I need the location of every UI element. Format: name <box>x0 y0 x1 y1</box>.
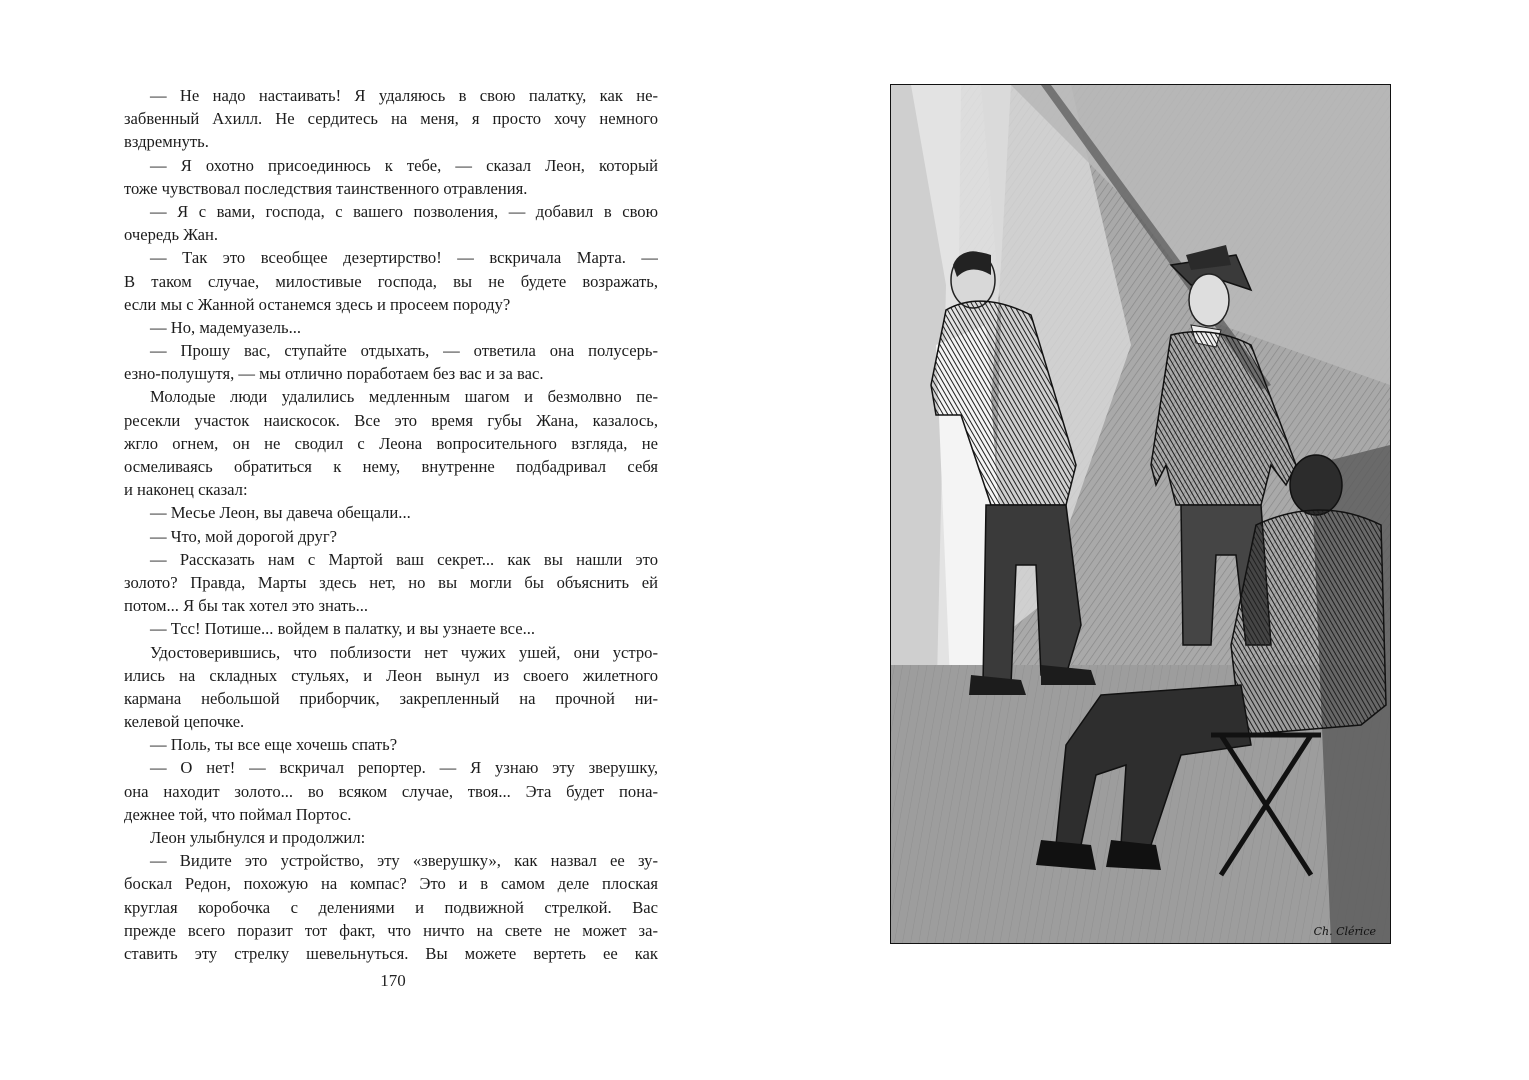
text-line: забвенный Ахилл. Не сердитесь на меня, я просто хочу немного <box>124 109 658 129</box>
text-line: — Что, мой дорогой друг? <box>150 526 338 546</box>
text-line: Леон улыбнулся и продолжил: <box>150 828 366 847</box>
text-line: потом... Я бы так хотел это знать... <box>124 596 369 616</box>
text-line: — Рассказать нам с Мартой ваш секрет... как вы нашли это <box>150 549 658 569</box>
text-line: В таком случае, милостивые господа, вы не будете возражать, <box>124 271 658 291</box>
text-line: езно-полушутя, — мы отлично поработаем без вас и за вас. <box>124 364 544 384</box>
text-line: и наконец сказал: <box>124 480 248 500</box>
text-line: ились на складных стульях, и Леон вынул из своего жилетного <box>124 665 658 685</box>
text-line: — О нет! — вскричал репортер. — Я узнаю эту зверушку, <box>150 758 658 778</box>
text-line: она находит золото... во всяком случае, твоя... Эта будет пона- <box>124 781 658 801</box>
text-line: тоже чувствовал последствия таинственного отравления. <box>124 178 528 198</box>
text-line: — Я с вами, господа, с вашего позволения, — добавил в свою <box>150 201 658 221</box>
engraving-drawing <box>891 85 1390 943</box>
text-line: — Месье Леон, вы давеча обещали... <box>150 503 411 523</box>
text-line: Удостоверившись, что поблизости нет чужих ушей, они устро- <box>150 642 658 662</box>
text-line: круглая коробочка с делениями и подвижной стрелкой. Вас <box>124 897 658 917</box>
text-line: если мы с Жанной останемся здесь и просеем породу? <box>124 294 511 314</box>
text-line: — Но, мадемуазель... <box>150 317 302 337</box>
text-line: ставить эту стрелку шевельнуться. Вы можете вертеть ее как <box>124 943 658 963</box>
artist-signature: Ch. Clérice <box>1313 925 1376 938</box>
text-line: келевой цепочке. <box>124 712 245 732</box>
text-line: — Я охотно присоединюсь к тебе, — сказал Леон, который <box>150 155 658 175</box>
text-line: вздремнуть. <box>124 132 209 152</box>
text-line: очередь Жан. <box>124 225 219 245</box>
text-line: кармана небольшой приборчик, закрепленный на прочной ни- <box>124 688 658 708</box>
text-line: — Тсс! Потише... войдем в палатку, и вы узнаете все... <box>150 619 536 639</box>
text-line: — Прошу вас, ступайте отдыхать, — ответила она полусерь- <box>150 341 658 361</box>
text-line: — Поль, ты все еще хочешь спать? <box>150 735 398 755</box>
text-line: Молодые люди удалились медленным шагом и безмолвно пе- <box>150 387 658 407</box>
text-line: — Не надо настаивать! Я удаляюсь в свою палатку, как не- <box>150 86 658 105</box>
text-line: — Видите это устройство, эту «зверушку», как назвал ее зу- <box>150 851 658 871</box>
text-line: прежде всего поразит тот факт, что ничто на свете не может за- <box>124 920 658 940</box>
page-number: 170 <box>380 971 406 990</box>
text-line: боскал Редон, похожую на компас? Это и в самом деле плоская <box>124 874 658 894</box>
text-line: осмеливаясь обратиться к нему, внутренне подбадривал себя <box>124 457 658 476</box>
engraving-illustration <box>890 84 1391 944</box>
text-line: золото? Правда, Марты здесь нет, но вы могли бы объяснить ей <box>124 572 658 592</box>
text-line: дежнее той, что поймал Портос. <box>124 804 352 824</box>
text-line: ресекли участок наискосок. Все это время губы Жана, казалось, <box>124 410 658 430</box>
text-column <box>124 84 658 965</box>
text-line: жгло огнем, он не сводил с Леона вопросительного взгляда, не <box>124 433 658 453</box>
text-line: — Так это всеобщее дезертирство! — вскричала Марта. — <box>150 248 658 268</box>
